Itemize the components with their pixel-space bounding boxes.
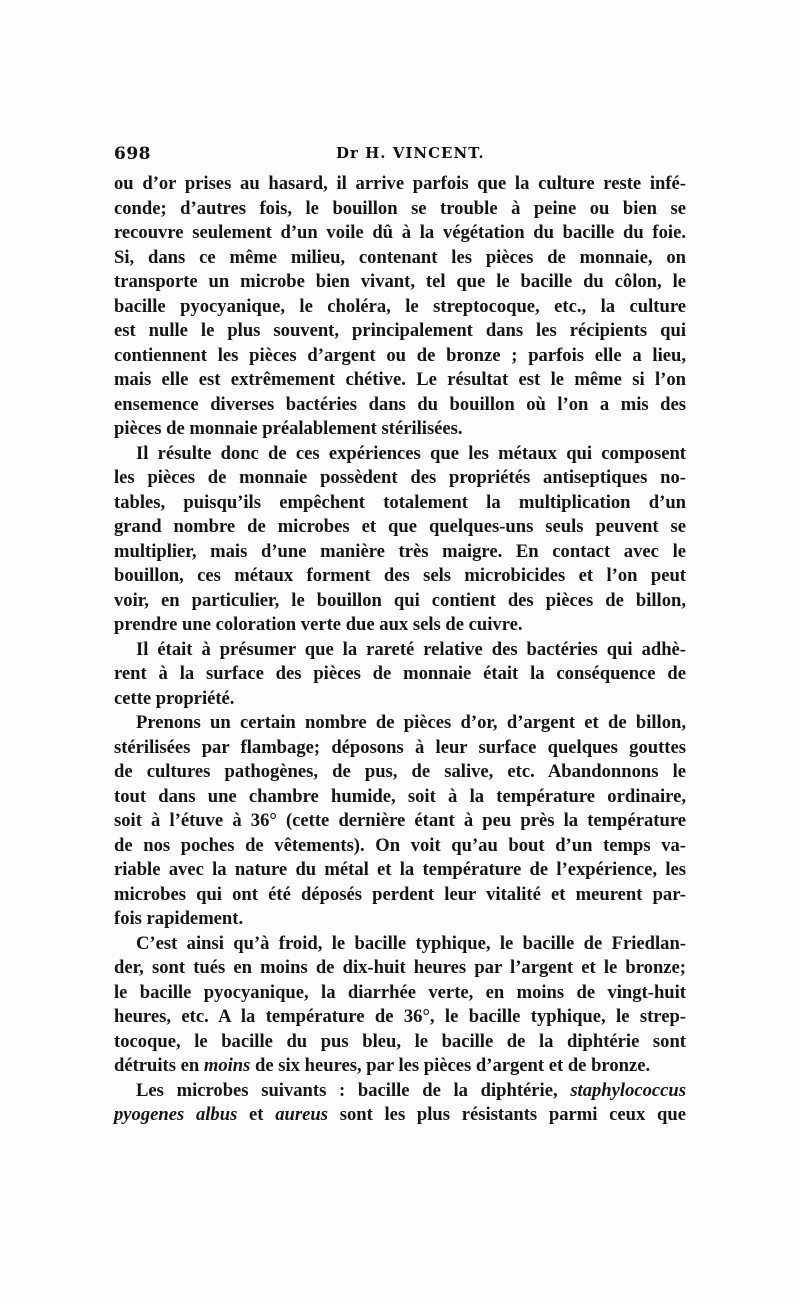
italic-term: pyogenes albus bbox=[114, 1104, 238, 1125]
text-segment: et bbox=[237, 1104, 276, 1125]
body-text bbox=[114, 172, 686, 1128]
running-head: Dr H. VINCENT. bbox=[336, 144, 485, 162]
italic-term: moins bbox=[203, 1055, 251, 1076]
text-line: le bacille pyocyanique, la diarrhée verte, en moins de vingt-huit bbox=[114, 981, 686, 1003]
text-line: Il était à présumer que la rareté relative des bactéries qui adhè- bbox=[136, 638, 686, 660]
italic-term: staphylococcus bbox=[570, 1079, 686, 1101]
text-line: microbes qui ont été déposés perdent leur vitalité et meurent par- bbox=[114, 883, 686, 905]
text-line: Il résulte donc de ces expériences que les métaux qui composent bbox=[136, 442, 686, 464]
italic-term: aureus bbox=[275, 1104, 328, 1125]
text-line bbox=[114, 1054, 686, 1079]
text-line: tables, puisqu’ils empêchent totalement la multiplication d’un bbox=[114, 491, 686, 513]
text-line bbox=[114, 1079, 686, 1104]
text-line: rent à la surface des pièces de monnaie était la conséquence de bbox=[114, 663, 686, 684]
text-line: cette propriété. bbox=[114, 687, 235, 709]
text-line: tout dans une chambre humide, soit à la température ordinaire, bbox=[114, 785, 686, 807]
text-line: ensemence diverses bactéries dans du bouillon où l’on a mis des bbox=[114, 393, 686, 415]
text-line: mais elle est extrêmement chétive. Le résultat est le même si l’on bbox=[114, 369, 686, 390]
text-line: transporte un microbe bien vivant, tel que le bacille du côlon, le bbox=[114, 271, 686, 292]
text-line: der, sont tués en moins de dix-huit heures par l’argent et le bronze; bbox=[114, 957, 686, 978]
text-segment: sont les plus résistants parmi ceux que bbox=[327, 1104, 686, 1125]
text-line: fois rapidement. bbox=[114, 908, 244, 929]
text-line: voir, en particulier, le bouillon qui contient des pièces de billon, bbox=[114, 589, 686, 611]
text-line: recouvre seulement d’un voile dû à la végétation du bacille du foie. bbox=[114, 222, 686, 243]
text-line: heures, etc. A la température de 36°, le bacille typhique, le strep- bbox=[114, 1006, 686, 1027]
text-line: multiplier, mais d’une manière très maigre. En contact avec le bbox=[114, 540, 686, 562]
text-line: Si, dans ce même milieu, contenant les pièces de monnaie, on bbox=[114, 246, 686, 268]
text-line: les pièces de monnaie possèdent des propriétés antiseptiques no- bbox=[114, 467, 686, 488]
text-line: bacille pyocyanique, le choléra, le streptocoque, etc., la culture bbox=[114, 295, 686, 317]
text-line: tocoque, le bacille du pus bleu, le bacille de la diphtérie sont bbox=[114, 1030, 686, 1052]
text-line: grand nombre de microbes et que quelques-uns seuls peuvent se bbox=[114, 516, 686, 537]
text-segment: détruits en bbox=[114, 1055, 204, 1076]
text-segment: de six heures, par les pièces d’argent et de bronze. bbox=[250, 1055, 651, 1076]
text-line: riable avec la nature du métal et la température de l’expérience, les bbox=[114, 859, 686, 880]
text-line: de nos poches de vêtements). On voit qu’au bout d’un temps va- bbox=[114, 834, 686, 856]
text-line: de cultures pathogènes, de pus, de salive, etc. Abandonnons le bbox=[114, 761, 686, 782]
text-line: soit à l’étuve à 36° (cette dernière étant à peu près la température bbox=[114, 810, 686, 831]
text-line bbox=[114, 1103, 686, 1128]
text-line: contiennent les pièces d’argent ou de bronze ; parfois elle a lieu, bbox=[114, 344, 686, 366]
text-line: prendre une coloration verte due aux sels de cuivre. bbox=[114, 614, 523, 635]
text-line: Prenons un certain nombre de pièces d’or, d’argent et de billon, bbox=[136, 712, 686, 733]
text-line: ou d’or prises au hasard, il arrive parfois que la culture reste infé- bbox=[114, 173, 686, 194]
text-line: C’est ainsi qu’à froid, le bacille typhique, le bacille de Friedlan- bbox=[136, 932, 686, 954]
text-line: conde; d’autres fois, le bouillon se trouble à peine ou bien se bbox=[114, 197, 686, 219]
page-number: 698 bbox=[114, 144, 151, 164]
text-segment: Les microbes suivants : bacille de la diphtérie, bbox=[136, 1079, 571, 1101]
text-line: pièces de monnaie préalablement stérilisées. bbox=[114, 418, 463, 439]
text-line: bouillon, ces métaux forment des sels microbicides et l’on peut bbox=[114, 565, 686, 586]
page-header bbox=[114, 144, 684, 170]
text-line: stérilisées par flambage; déposons à leur surface quelques gouttes bbox=[114, 736, 686, 758]
text-line: est nulle le plus souvent, principalement dans les récipients qui bbox=[114, 320, 686, 341]
